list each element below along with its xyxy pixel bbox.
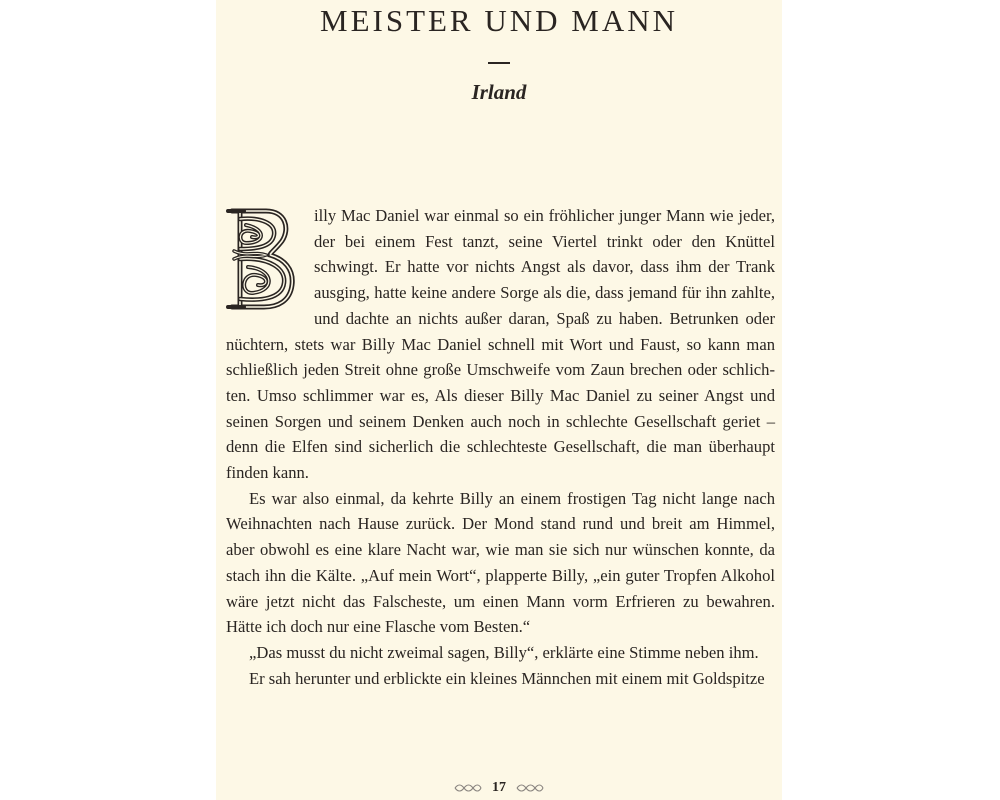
knot-ornament-icon <box>516 784 544 792</box>
paragraph-1: illy Mac Daniel war einmal so ein fröhlicher junger Mann wie jeder, der bei einem Fest tanzt, seine Viertel trinkt oder den Knüttel schwingt. Er hatte vor nichts Angst als davor, dass ihm der Trank ausging, hatte keine andere Sorge als die, dass jemand für ihn zahlte, und dachte an nichts außer daran, Spaß zu haben. Betrunken oder nüchtern, stets war Billy Mac Daniel schnell mit Wort und Faust, so kann man schließlich jeden Streit ohne große Umschweife vom Zaun brechen oder schlichten. Umso schlimmer war es, Als dieser Billy Mac Daniel zu seiner Angst und seinen Sorgen und seinem Denken auch noch in schlechte Gesellschaft geriet – denn die Elfen sind sicherlich die schlechteste Gesellschaft, die man überhaupt finden kann. <box>226 206 775 483</box>
paragraph-3: „Das musst du nicht zweimal sagen, Billy“, erklärte eine Stimme neben ihm. <box>249 642 759 662</box>
chapter-title: MEISTER UND MANN <box>320 3 678 38</box>
celtic-knot-letter-b-icon <box>226 207 298 310</box>
paragraph-4: Er sah herunter und erblickte ein kleines Männchen mit einem mit Goldspitze <box>249 668 765 688</box>
chapter-subtitle: Irland <box>471 80 527 104</box>
body-text <box>226 203 775 691</box>
page-footer <box>216 778 782 798</box>
page-number: 17 <box>492 780 506 795</box>
book-page <box>216 0 782 800</box>
knot-ornament-icon <box>454 784 482 792</box>
title-divider <box>488 62 510 64</box>
paragraph-2: Es war also einmal, da kehrte Billy an einem frostigen Tag nicht lange nach Weihnachten nach Hause zurück. Der Mond stand rund und breit am Himmel, aber obwohl es eine klare Nacht war, wie man sie sich nur wünschen konnte, da stach ihn die Kälte. „Auf mein Wort“, plapperte Billy, „ein guter Tropfen Alkohol wäre jetzt nicht das Falscheste, um einen Mann vorm Erfrieren zu bewahren. Hätte ich doch nur eine Flasche vom Besten.“ <box>226 488 775 637</box>
